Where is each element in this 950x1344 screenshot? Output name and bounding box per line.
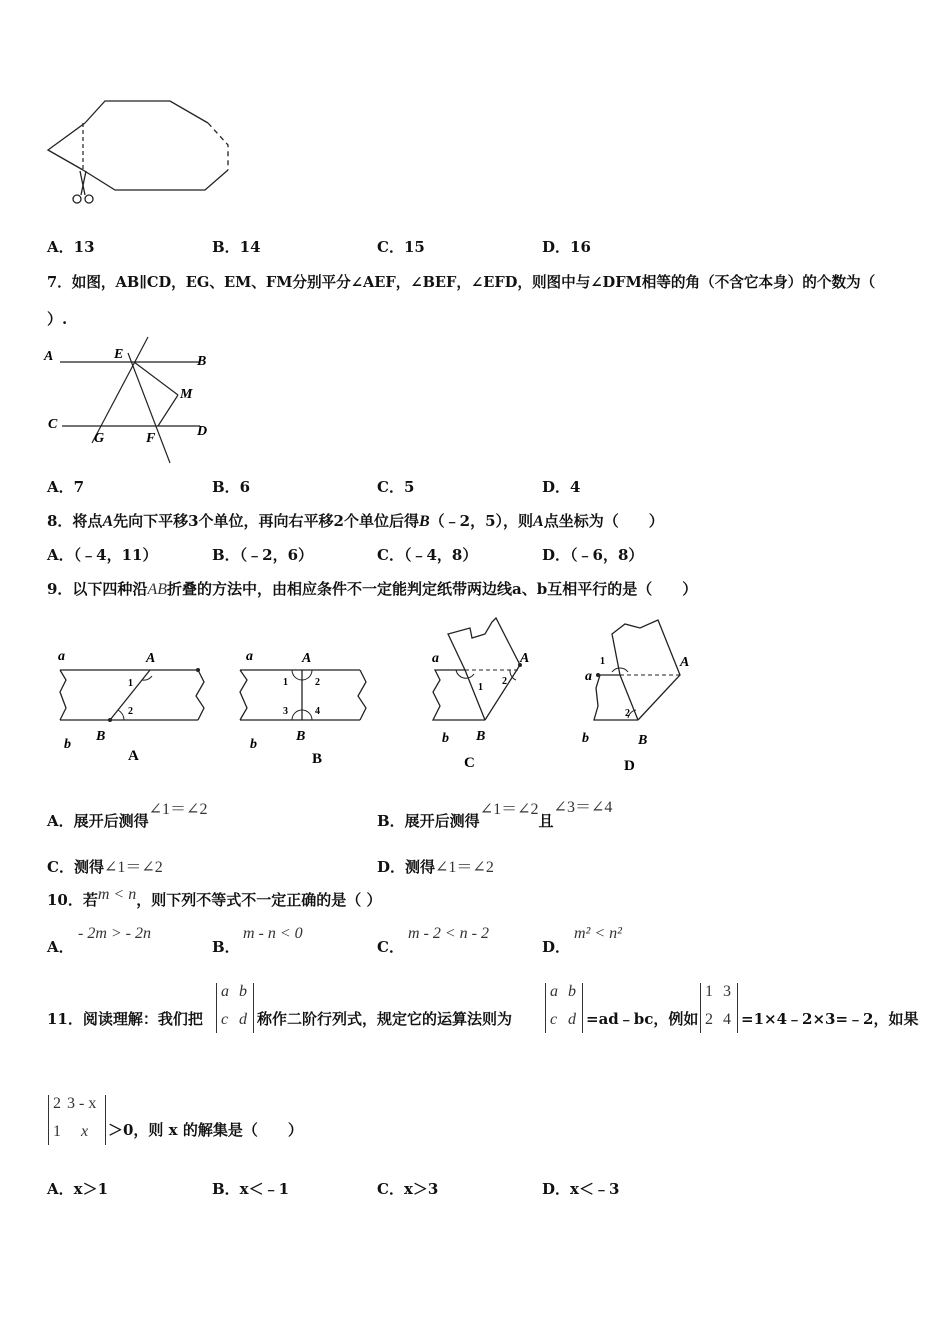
q8-option-c: C．（﹣4，8） bbox=[377, 546, 478, 564]
q10-option-b-label: B． bbox=[212, 938, 240, 956]
q8-stem bbox=[47, 510, 664, 531]
fig9-b bbox=[240, 649, 366, 767]
q11-option-b: B．x＜﹣1 bbox=[212, 1180, 290, 1198]
parallel-lines-figure bbox=[40, 335, 220, 465]
det1-a: a bbox=[221, 983, 229, 1000]
q7-option-c: C．5 bbox=[377, 478, 415, 496]
q7-stem-line1: 7．如图，AB∥CD，EG、EM、FM分别平分∠AEF，∠BEF，∠EFD，则图中与∠DFM相等的角（不含它本身）的个数为（ bbox=[47, 274, 876, 291]
fig9-d bbox=[582, 620, 689, 774]
q9-option-d-text: D．测得 bbox=[377, 858, 436, 876]
fig7-label-a: A bbox=[44, 349, 54, 364]
q10-stem-pre: 10．若 bbox=[47, 891, 98, 909]
q9-stem-post: 折叠的方法中，由相应条件不一定能判定纸带两边线a、b互相平行的是（ ） bbox=[167, 580, 698, 598]
q7-option-d: D．4 bbox=[542, 478, 581, 496]
q6-option-a: A．13 bbox=[47, 238, 95, 256]
det1-b: b bbox=[239, 983, 247, 1000]
paper-strip-figures bbox=[40, 610, 720, 780]
q6-option-b: B．14 bbox=[212, 238, 261, 256]
q10-condition: m < n bbox=[97, 886, 137, 903]
det1-c: c bbox=[221, 1011, 229, 1028]
fig7-label-e: E bbox=[114, 347, 124, 362]
fig9c-label-upper-a: A bbox=[520, 651, 530, 666]
octagon-cut-figure bbox=[40, 95, 240, 210]
det3-c: 2 bbox=[705, 1011, 713, 1028]
fig9-a bbox=[58, 649, 204, 764]
fig9b-label-upper-b: B bbox=[296, 729, 306, 744]
q11-stem2: ＞0，则 x 的解集是（ ） bbox=[108, 1121, 303, 1139]
q6-option-d: D．16 bbox=[542, 238, 591, 256]
q9-option-c-math: ∠1＝∠2 bbox=[103, 859, 163, 876]
q10-option-d-label: D． bbox=[542, 938, 571, 956]
fig9a-label-b: b bbox=[64, 737, 71, 752]
det1-d: d bbox=[239, 1011, 247, 1028]
fig9c-label-2: 2 bbox=[502, 676, 507, 687]
fig7-label-m: M bbox=[180, 387, 193, 402]
fig9d-label-1: 1 bbox=[600, 656, 605, 667]
det4-a: 2 bbox=[53, 1095, 61, 1112]
fig9c-label-upper-b: B bbox=[476, 729, 486, 744]
fig9d-label-upper-b: B bbox=[638, 733, 648, 748]
q8-point-a: A bbox=[102, 513, 114, 530]
q11-option-c: C．x＞3 bbox=[377, 1180, 439, 1198]
fig9b-label-3: 3 bbox=[283, 706, 288, 717]
q8-option-b: B．（﹣2，6） bbox=[212, 546, 314, 564]
fig7-label-g: G bbox=[94, 431, 105, 446]
fig7-label-c: C bbox=[48, 417, 58, 432]
q7-option-b: B．6 bbox=[212, 478, 251, 496]
fig9a-caption: A bbox=[128, 748, 139, 764]
q9-option-b-math2: ∠3＝∠4 bbox=[553, 799, 613, 816]
fig9d-label-a: a bbox=[585, 669, 592, 684]
fig9b-label-upper-a: A bbox=[302, 651, 312, 666]
q9-option-a-math: ∠1＝∠2 bbox=[148, 801, 208, 818]
fig9d-label-upper-a: A bbox=[680, 655, 690, 670]
det2-c: c bbox=[550, 1011, 558, 1028]
fig7-label-b: B bbox=[197, 354, 207, 369]
fig7-label-f: F bbox=[146, 431, 156, 446]
fig7-label-d: D bbox=[197, 424, 208, 439]
det2-b: b bbox=[568, 983, 576, 1000]
q8-option-d: D．（﹣6，8） bbox=[542, 546, 644, 564]
det4-c: 1 bbox=[53, 1123, 61, 1140]
q8-stem-mid2: （﹣2，5），则 bbox=[429, 512, 534, 530]
det4-d: x bbox=[81, 1123, 89, 1140]
q11-det-abcd-2 bbox=[545, 983, 583, 1033]
q9-stem-pre: 9．以下四种沿 bbox=[47, 580, 148, 598]
q9-option-a-text: A．展开后测得 bbox=[47, 812, 149, 830]
fig9-c bbox=[432, 618, 529, 771]
fig9b-label-4: 4 bbox=[315, 706, 320, 717]
det3-b: 3 bbox=[723, 983, 731, 1000]
fig9a-label-upper-a: A bbox=[146, 651, 156, 666]
q11-det-abcd-1 bbox=[216, 983, 254, 1033]
q10-option-c-label: C． bbox=[377, 938, 404, 956]
fig9a-label-1: 1 bbox=[128, 678, 133, 689]
det2-a: a bbox=[550, 983, 558, 1000]
det3-d: 4 bbox=[723, 1011, 731, 1028]
fig9b-caption: B bbox=[312, 751, 323, 767]
det2-d: d bbox=[568, 1011, 576, 1028]
q9-option-c-text: C．测得 bbox=[47, 858, 104, 876]
fig9c-caption: C bbox=[464, 755, 475, 771]
q9-option-b-mid: 且 bbox=[538, 812, 554, 830]
scissors-icon bbox=[73, 171, 93, 203]
q11-option-d: D．x＜﹣3 bbox=[542, 1180, 620, 1198]
q10-stem-post: ，则下列不等式不一定正确的是（ ） bbox=[136, 891, 382, 909]
fig9b-label-2: 2 bbox=[315, 677, 320, 688]
q6-option-c: C．15 bbox=[377, 238, 425, 256]
q9-option-b-text: B．展开后测得 bbox=[377, 812, 480, 830]
q11-det-example bbox=[700, 983, 738, 1033]
fig9b-label-a: a bbox=[246, 649, 253, 664]
fig9b-label-b: b bbox=[250, 737, 257, 752]
q9-option-d bbox=[377, 854, 494, 877]
fig9a-label-2: 2 bbox=[128, 706, 133, 717]
q10-stem bbox=[47, 886, 382, 910]
q11-stem-end: =1×4﹣2×3=﹣2，如果 bbox=[741, 1010, 919, 1028]
q9-option-b-math1: ∠1＝∠2 bbox=[479, 801, 539, 818]
fig9d-label-2: 2 bbox=[625, 708, 630, 719]
q8-stem-end: 点坐标为（ ） bbox=[543, 512, 664, 530]
q8-stem-pre: 8．将点 bbox=[47, 512, 103, 530]
q8-stem-mid: 先向下平移3个单位，再向右平移2个单位后得 bbox=[113, 512, 419, 530]
q10-option-d-math: m² < n² bbox=[574, 925, 622, 942]
q11-stem-pre: 11．阅读理解：我们把 bbox=[47, 1010, 203, 1028]
q9-option-d-math: ∠1＝∠2 bbox=[435, 859, 494, 876]
q8-option-a: A．（﹣4，11） bbox=[47, 546, 158, 564]
fig9c-label-1: 1 bbox=[478, 682, 483, 693]
q9-option-a bbox=[47, 801, 208, 831]
q9-ab: AB bbox=[147, 581, 167, 598]
q9-option-c bbox=[47, 854, 163, 877]
q9-stem bbox=[47, 578, 697, 599]
q9-option-b bbox=[377, 799, 613, 831]
q11-stem-mid: 称作二阶行列式，规定它的运算法则为 bbox=[257, 1010, 513, 1028]
fig9c-label-b: b bbox=[442, 731, 449, 746]
fig9c-label-a: a bbox=[432, 651, 439, 666]
q10-option-c-math: m - 2 < n - 2 bbox=[408, 925, 490, 942]
q8-point-b: B bbox=[419, 513, 430, 530]
q8-point-a2: A bbox=[533, 513, 544, 530]
fig9d-label-b: b bbox=[582, 731, 589, 746]
q7-option-a: A．7 bbox=[47, 478, 85, 496]
q11-option-a: A．x＞1 bbox=[47, 1180, 109, 1198]
fig9a-label-upper-b: B bbox=[96, 729, 106, 744]
q10-option-b-math: m - n < 0 bbox=[243, 925, 303, 942]
q10-option-a-label: A． bbox=[47, 938, 74, 956]
q10-option-a-math: - 2m > - 2n bbox=[78, 925, 152, 942]
q7-stem-line2: ）. bbox=[47, 310, 68, 328]
q11-det-condition bbox=[48, 1095, 106, 1145]
det4-b: 3 - x bbox=[67, 1095, 97, 1112]
fig9d-caption: D bbox=[624, 758, 635, 774]
fig9b-label-1: 1 bbox=[283, 677, 288, 688]
q11-stem-mid2: =ad﹣bc，例如 bbox=[586, 1010, 699, 1028]
det3-a: 1 bbox=[705, 983, 713, 1000]
fig9a-label-a: a bbox=[58, 649, 65, 664]
